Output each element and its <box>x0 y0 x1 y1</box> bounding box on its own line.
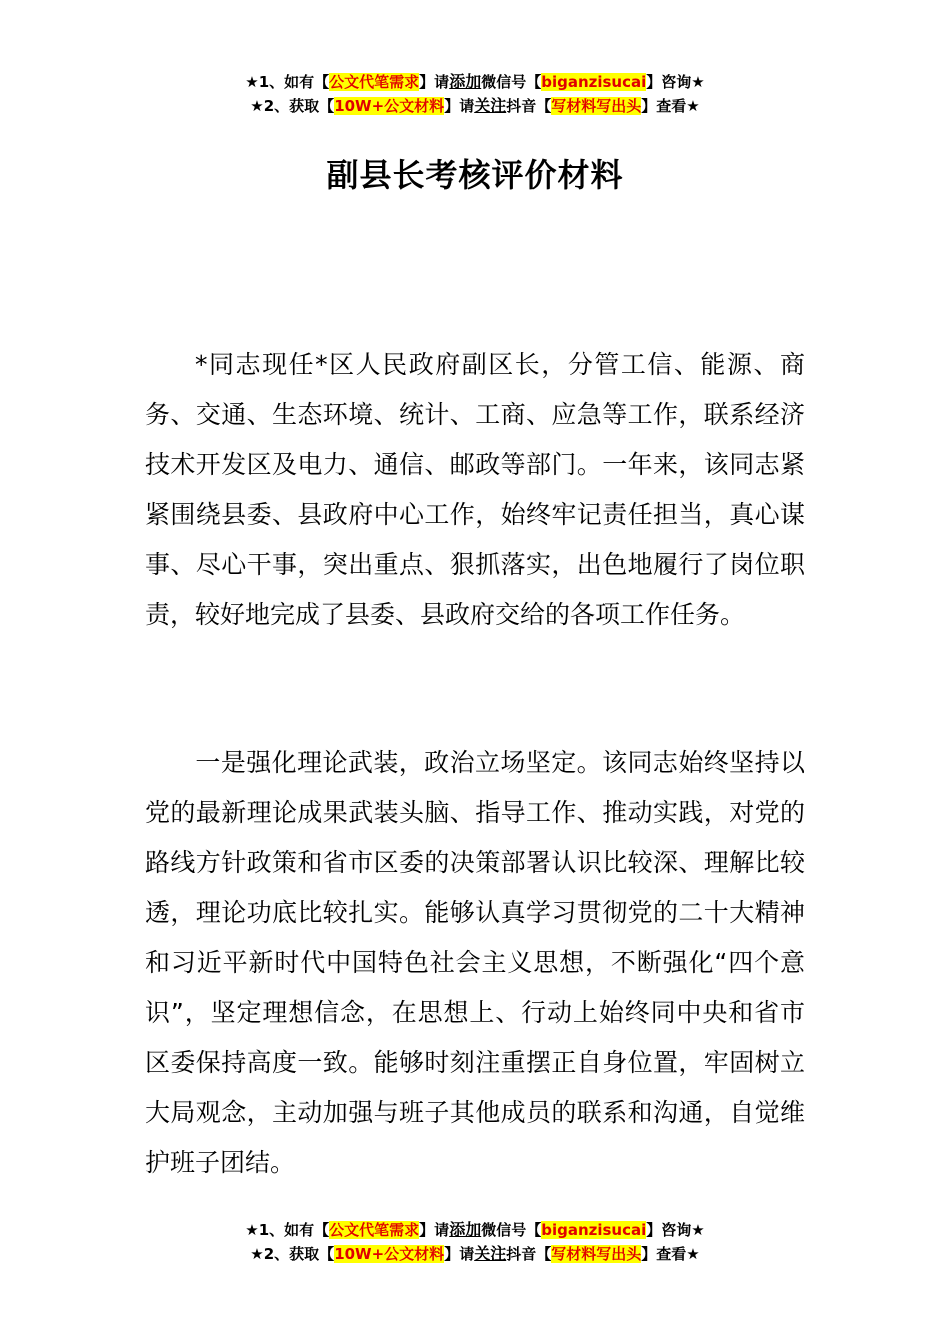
promo-text: 】请 <box>419 73 450 91</box>
promo-highlight: 公文代笔需求 <box>329 1221 420 1239</box>
paragraph-text: 一是强化理论武装，政治立场坚定。该同志始终坚持以党的最新理论成果武装头脑、指导工作、推动实践，对党的路线方针政策和省市区委的决策部署认识比较深、理解比较透，理论功底比较扎实。能够认真学习贯彻党的二十大精神和习近平新时代中国特色社会主义思想，不断强化“四个意识”，坚定理想信念，在思想上、行动上始终同中央和省市区委保持高度一致。能够时刻注重摆正自身位置，牢固树立大局观念，主动加强与班子其他成员的联系和沟通，自觉维护班子团结。 <box>145 748 805 1177</box>
promo-text: ★1、如有【 <box>245 73 330 91</box>
promo-text: 微信号【 <box>481 73 542 91</box>
promo-text: 】查看★ <box>641 97 700 115</box>
promo-text: 微信号【 <box>481 1221 542 1239</box>
promo-text: 】咨询★ <box>646 73 705 91</box>
promo-line-2 <box>0 1242 950 1266</box>
promo-line-1 <box>0 1218 950 1242</box>
promo-highlight: 写材料写出头 <box>551 1245 642 1263</box>
promo-text: 抖音【 <box>506 97 552 115</box>
promo-text: ★2、获取【 <box>250 97 335 115</box>
promo-text: ★1、如有【 <box>245 1221 330 1239</box>
promo-text: 】咨询★ <box>646 1221 705 1239</box>
promo-highlight: 写材料写出头 <box>551 97 642 115</box>
promo-line-2 <box>0 94 950 118</box>
promo-text: 】请 <box>419 1221 450 1239</box>
promo-text: 抖音【 <box>506 1245 552 1263</box>
promo-underline: 关注 <box>474 96 507 115</box>
paragraph-intro <box>145 340 805 640</box>
promo-highlight: 10W+公文材料 <box>334 1245 445 1263</box>
promo-text: ★2、获取【 <box>250 1245 335 1263</box>
paragraph-text: *同志现任*区人民政府副区长，分管工信、能源、商务、交通、生态环境、统计、工商、应急等工作，联系经济技术开发区及电力、通信、邮政等部门。一年来，该同志紧紧围绕县委、县政府中心工作，始终牢记责任担当，真心谋事、尽心干事，突出重点、狠抓落实，出色地履行了岗位职责，较好地完成了县委、县政府交给的各项工作任务。 <box>145 350 805 629</box>
promo-highlight: biganzisucai <box>541 73 647 91</box>
promo-text: 】请 <box>444 1245 475 1263</box>
bottom-promo-banner <box>0 1218 950 1266</box>
paragraph-theory <box>145 738 805 1188</box>
promo-text: 】请 <box>444 97 475 115</box>
promo-underline: 关注 <box>474 1244 507 1263</box>
top-promo-banner <box>0 70 950 118</box>
promo-text: 】查看★ <box>641 1245 700 1263</box>
promo-highlight: 10W+公文材料 <box>334 97 445 115</box>
promo-highlight: 公文代笔需求 <box>329 73 420 91</box>
promo-line-1 <box>0 70 950 94</box>
document-title: 副县长考核评价材料 <box>326 156 624 194</box>
promo-underline: 添加 <box>449 1220 482 1239</box>
promo-underline: 添加 <box>449 72 482 91</box>
promo-highlight: biganzisucai <box>541 1221 647 1239</box>
